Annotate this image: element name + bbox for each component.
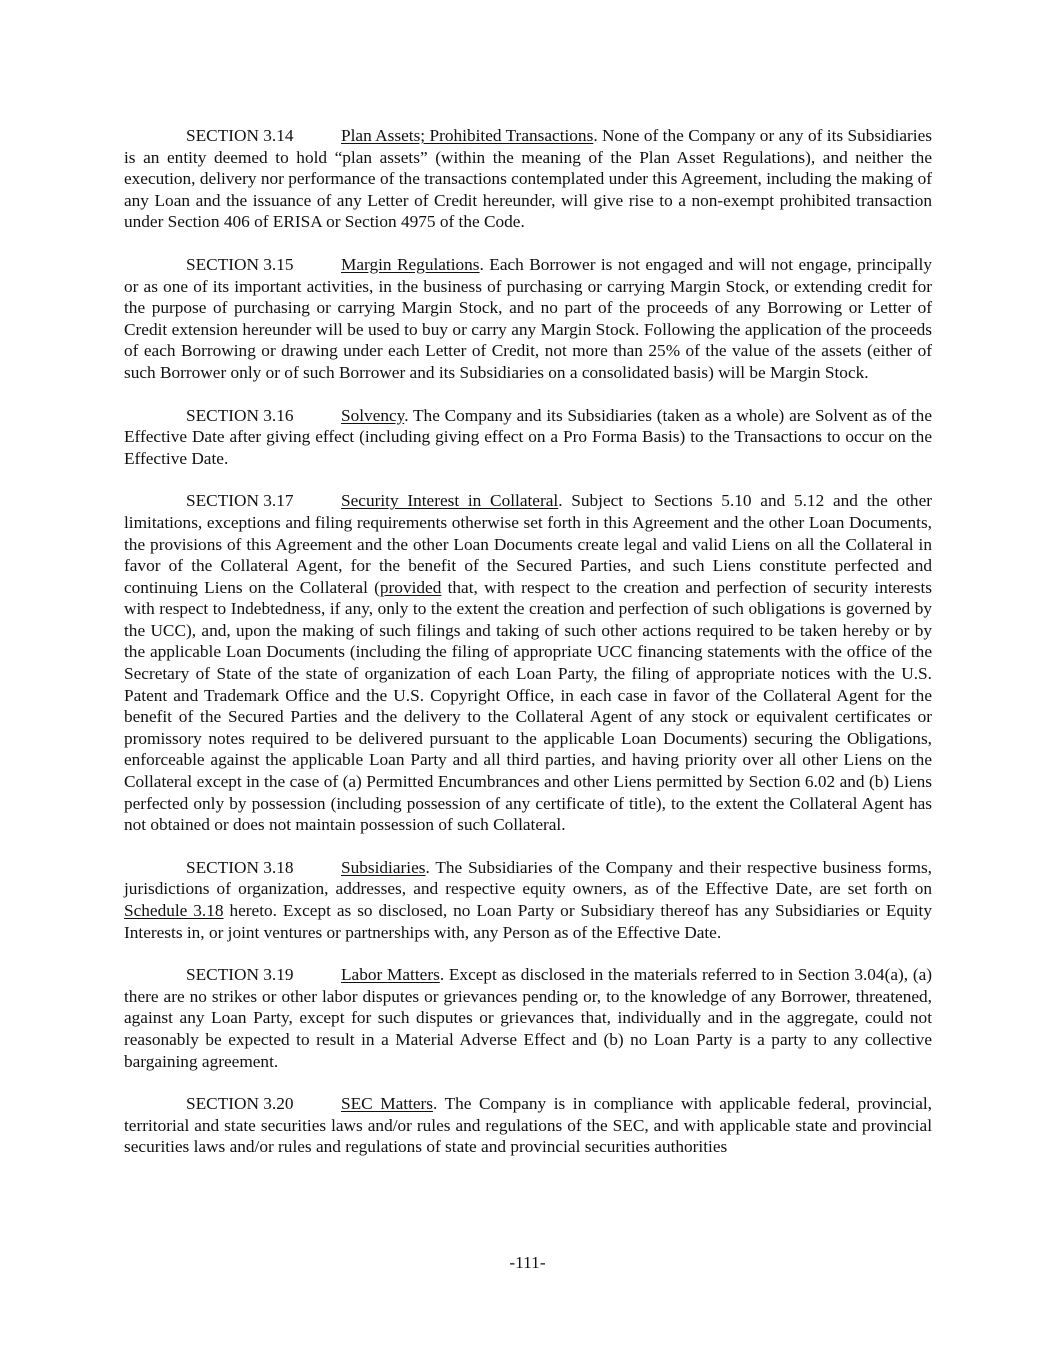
- section-body-continued: that, with respect to the creation and perfection of security interests with respect to Indebtedness, if any, only to the extent the creation and perfection of such obligations is governed by the UCC), and, upon the making of such filings and taking of such other actions required to be taken hereby or by the applicable Loan Documents (including the filing of appropriate UCC financing statements with the office of the Secretary of State of the state of organization of each Loan Party, the filing of appropriate notices with the U.S. Patent and Trademark Office and the U.S. Copyright Office, in each case in favor of the Collateral Agent for the benefit of the Secured Parties and the delivery to the Collateral Agent of any stock or equivalent certificates or promissory notes required to be delivered pursuant to the applicable Loan Documents) securing the Obligations, enforceable against the applicable Loan Party and all third parties, and having priority over all other Liens on the Collateral except in the case of (a) Permitted Encumbrances and other Liens permitted by Section 6.02 and (b) Liens perfected only by possession (including possession of any certificate of title), to the extent the Collateral Agent has not obtained or does not maintain possession of such Collateral.: [124, 577, 932, 835]
- section-3-15: [124, 254, 932, 384]
- schedule-reference: Schedule 3.18: [124, 901, 224, 920]
- section-number: SECTION 3.16: [186, 405, 294, 425]
- section-number: SECTION 3.14: [186, 126, 294, 145]
- section-title: Security Interest in Collateral: [341, 491, 559, 511]
- section-3-18: [124, 857, 932, 943]
- section-body: . None of the Company or any of its Subsidiaries is an entity deemed to hold “plan assets” (within the meaning of the Plan Asset Regulations), and neither the execution, delivery nor performance of the transactions contemplated under this Agreement, including the making of any Loan and the issuance of any Letter of Credit hereunder, will give rise to a non-exempt prohibited transaction under Section 406 of ERISA or Section 4975 of the Code.: [124, 126, 932, 232]
- section-number: SECTION 3.15: [186, 254, 294, 274]
- section-title: Labor Matters: [341, 965, 440, 985]
- section-3-20: [124, 1093, 932, 1158]
- page-number: -111-: [509, 1253, 546, 1272]
- section-number: SECTION 3.18: [186, 857, 294, 877]
- section-3-17: [124, 490, 932, 836]
- section-body: . The Subsidiaries of the Company and their respective business forms, jurisdictions of organization, addresses, and respective equity owners, as of the Effective Date, are set forth on: [124, 857, 932, 899]
- section-number: SECTION 3.17: [186, 491, 294, 511]
- section-number: SECTION 3.19: [186, 965, 294, 985]
- section-3-14: [124, 125, 932, 233]
- section-title: Subsidiaries: [341, 857, 426, 877]
- section-body: . Subject to Sections 5.10 and 5.12 and the other limitations, exceptions and filing requirements otherwise set forth in this Agreement and the other Loan Documents, the provisions of this Agreement and the other Loan Documents create legal and valid Liens on all the Collateral in favor of the Collateral Agent, for the benefit of the Secured Parties, and such Liens constitute perfected and continuing Liens on the Collateral (: [124, 491, 932, 597]
- section-body: . Each Borrower is not engaged and will not engage, principally or as one of its important activities, in the business of purchasing or carrying Margin Stock, or extending credit for the purpose of purchasing or carrying Margin Stock, and no part of the proceeds of any Borrowing or Letter of Credit extension hereunder will be used to buy or carry any Margin Stock. Following the application of the proceeds of each Borrowing or drawing under each Letter of Credit, not more than 25% of the value of the assets (either of such Borrower only or of such Borrower and its Subsidiaries on a consolidated basis) will be Margin Stock.: [124, 254, 932, 382]
- section-title: Margin Regulations: [341, 254, 480, 274]
- section-body: . Except as disclosed in the materials referred to in Section 3.04(a), (a) there are no strikes or other labor disputes or grievances pending or, to the knowledge of any Borrower, threatened, against any Loan Party, except for such disputes or grievances that, individually and in the aggregate, could not reasonably be expected to result in a Material Adverse Effect and (b) no Loan Party is a party to any collective bargaining agreement.: [124, 965, 933, 1071]
- section-title: Solvency: [341, 405, 405, 425]
- document-page: [124, 125, 932, 1179]
- section-body: . The Company is in compliance with applicable federal, provincial, territorial and state securities laws and/or rules and regulations of the SEC, and with applicable state and provincial securities laws and/or rules and regulations of state and provincial securities authorities: [124, 1094, 932, 1157]
- section-body: . The Company and its Subsidiaries (taken as a whole) are Solvent as of the Effective Date after giving effect (including giving effect on a Pro Forma Basis) to the Transactions to occur on the Effective Date.: [124, 405, 932, 468]
- section-3-16: [124, 405, 932, 470]
- section-3-19: [124, 964, 932, 1072]
- section-title: SEC Matters: [341, 1094, 434, 1114]
- section-title: Plan Assets; Prohibited Transactions: [341, 126, 594, 145]
- section-body-continued: hereto. Except as so disclosed, no Loan Party or Subsidiary thereof has any Subsidiaries or Equity Interests in, or joint ventures or partnerships with, any Person as of the Effective Date.: [124, 901, 932, 942]
- section-number: SECTION 3.20: [186, 1094, 294, 1114]
- underlined-term: provided: [379, 577, 442, 597]
